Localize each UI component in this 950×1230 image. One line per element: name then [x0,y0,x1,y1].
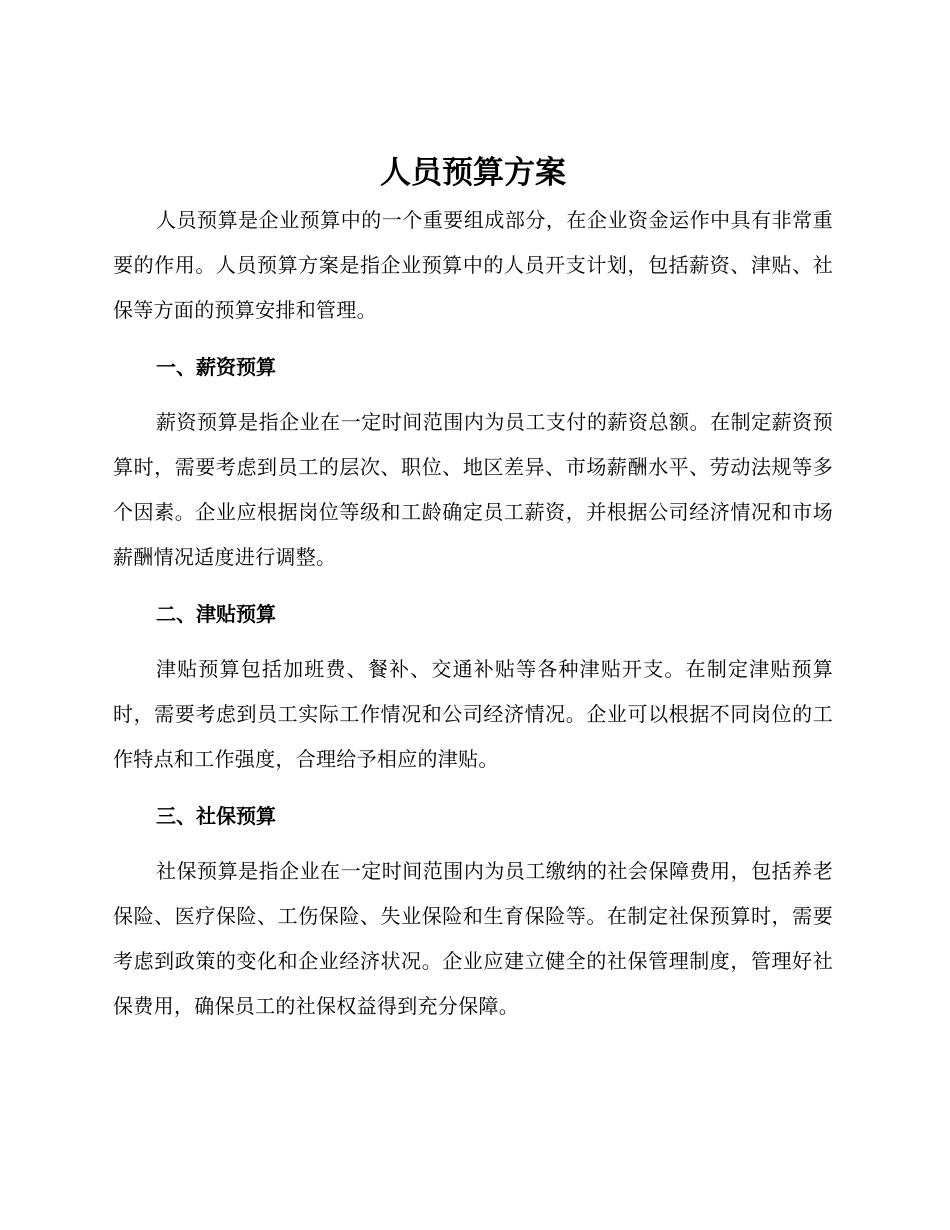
section-body-social-insurance: 社保预算是指企业在一定时间范围内为员工缴纳的社会保障费用，包括养老保险、医疗保险、工伤保险、失业保险和生育保险等。在制定社保预算时，需要考虑到政策的变化和企业经济状况。企业应建立健全的社保管理制度，管理好社保费用，确保员工的社保权益得到充分保障。 [113,859,833,1018]
document-title: 人员预算方案 [380,155,566,191]
document-page [113,148,833,1029]
section-heading-allowance: 二、津贴预算 [156,602,276,626]
section-body-salary: 薪资预算是指企业在一定时间范围内为员工支付的薪资总额。在制定薪资预算时，需要考虑到员工的层次、职位、地区差异、市场薪酬水平、劳动法规等多个因素。企业应根据岗位等级和工龄确定员工薪资，并根据公司经济情况和市场薪酬情况适度进行调整。 [113,410,833,569]
section-allowance [113,592,833,782]
section-heading-social-insurance: 三、社保预算 [156,804,276,828]
section-heading-salary: 一、薪资预算 [156,355,276,379]
section-salary [113,345,833,580]
section-social-insurance [113,794,833,1029]
intro-paragraph: 人员预算是企业预算中的一个重要组成部分，在企业资金运作中具有非常重要的作用。人员预算方案是指企业预算中的人员开支计划，包括薪资、津贴、社保等方面的预算安排和管理。 [113,208,833,322]
section-body-allowance: 津贴预算包括加班费、餐补、交通补贴等各种津贴开支。在制定津贴预算时，需要考虑到员工实际工作情况和公司经济情况。企业可以根据不同岗位的工作特点和工作强度，合理给予相应的津贴。 [113,657,833,771]
